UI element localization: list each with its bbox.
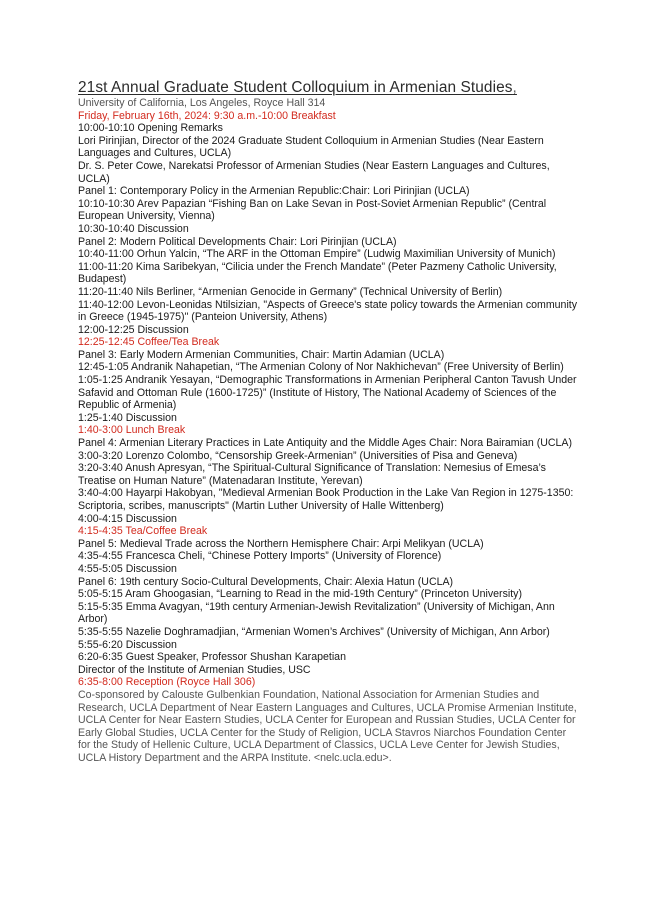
program-line: 5:35-5:55 Nazelie Doghramadjian, “Armenian Women’s Archives” (University of Michigan, Ann Arbor) [78,625,550,638]
program-highlight-line: 4:15-4:35 Tea/Coffee Break [78,525,208,538]
program-line: Panel 3: Early Modern Armenian Communities, Chair: Martin Adamian (UCLA) [78,348,445,361]
program-line: 1:05-1:25 Andranik Yesayan, “Demographic Transformations in Armenian Peripheral Canton Tavush Under Safavid and Ottoman Rule (1600-1725)” (Institute of History, The National Academy of Sciences of the Republic of Armenia) [78,374,577,412]
program-line: 5:05-5:15 Aram Ghoogasian, “Learning to Read in the mid-19th Century” (Princeton University) [78,588,522,601]
program-line: 10:40-11:00 Orhun Yalcin, “The ARF in the Ottoman Empire” (Ludwig Maximilian University of Munich) [78,248,556,261]
program-highlight-line: 12:25-12:45 Coffee/Tea Break [78,336,220,349]
program-highlight-line: Friday, February 16th, 2024: 9:30 a.m.-10:00 Breakfast [78,109,336,122]
program-line: Panel 6: 19th century Socio-Cultural Developments, Chair: Alexia Hatun (UCLA) [78,575,454,588]
program-line: Lori Pirinjian, Director of the 2024 Graduate Student Colloquium in Armenian Studies (Near Eastern Languages and Cultures, UCLA) [78,134,544,160]
document-page [78,79,578,764]
program-line: 11:40-12:00 Levon-Leonidas Ntilsizian, "Aspects of Greece's state policy towards the Armenian community in Greece (1945-1975)" (Panteion University, Athens) [78,298,578,324]
program-highlight-line: 6:35-8:00 Reception (Royce Hall 306) [78,676,256,689]
program-line: 12:00-12:25 Discussion [78,323,189,336]
document-title [78,79,578,97]
program-line: 11:20-11:40 Nils Berliner, “Armenian Genocide in Germany” (Technical University of Berlin) [78,285,503,298]
program-line: 10:30-10:40 Discussion [78,222,189,235]
program-line: 3:40-4:00 Hayarpi Hakobyan, "Medieval Armenian Book Production in the Lake Van Region in 1275-1350: Scriptoria, scribes, manuscripts" (Martin Luther University of Halle Wittenberg) [78,487,574,512]
program-line: 10:00-10:10 Opening Remarks [78,122,223,135]
program-list [78,110,578,689]
program-line: Dr. S. Peter Cowe, Narekatsi Professor of Armenian Studies (Near Eastern Languages and Cultures, UCLA) [78,159,550,185]
program-line: 5:55-6:20 Discussion [78,638,177,651]
program-line: 12:45-1:05 Andranik Nahapetian, “The Armenian Colony of Nor Nakhichevan” (Free University of Berlin) [78,361,564,374]
program-line: 4:55-5:05 Discussion [78,562,177,575]
program-line: 11:00-11:20 Kima Saribekyan, “Cilicia under the French Mandate” (Peter Pazmeny Catholic University, Budapest) [78,260,557,286]
program-line: 4:00-4:15 Discussion [78,512,177,525]
program-line: Panel 2: Modern Political Developments Chair: Lori Pirinjian (UCLA) [78,235,397,248]
program-line: Director of the Institute of Armenian Studies, USC [78,663,311,676]
program-line: 10:10-10:30 Arev Papazian “Fishing Ban on Lake Sevan in Post-Soviet Armenian Republic” (Central European University, Vienna) [78,197,547,223]
sponsors-paragraph: Co-sponsored by Calouste Gulbenkian Foundation, National Association for Armenian Studies and Research, UCLA Department of Near Eastern Languages and Cultures, UCLA Promise Armenian Institute, UCLA Center for Near Eastern Studies, UCLA Center for European and Russian Studies, UCLA Center for Early Global Studies, UCLA Center for the Study of Religion, UCLA Stavros Niarchos Foundation Center for the Study of Hellenic Culture, UCLA Department of Classics, UCLA Leve Center for Jewish Studies, UCLA History Department and the ARPA Institute. <nelc.ucla.edu>. [78,688,577,764]
program-line: 5:15-5:35 Emma Avagyan, “19th century Armenian-Jewish Revitalization” (University of Michigan, Ann Arbor) [78,600,555,626]
program-highlight-line: 1:40-3:00 Lunch Break [78,424,186,437]
program-line: 3:20-3:40 Anush Apresyan, “The Spiritual-Cultural Significance of Translation: Nemesius of Emesa’s Treatise on Human Nature” (Matenadaran Institute, Yerevan) [78,462,546,487]
program-line: Panel 4: Armenian Literary Practices in Late Antiquity and the Middle Ages Chair: Nora Bairamian (UCLA) [78,437,573,450]
title-suffix: , [512,79,517,96]
program-line: 6:20-6:35 Guest Speaker, Professor Shushan Karapetian [78,651,346,664]
program-line: 3:00-3:20 Lorenzo Colombo, “Censorship Greek-Armenian” (Universities of Pisa and Geneva) [78,449,518,462]
program-line: Panel 5: Medieval Trade across the Northern Hemisphere Chair: Arpi Melikyan (UCLA) [78,537,484,550]
title-text: 21st Annual Graduate Student Colloquium in Armenian Studies [78,79,513,96]
program-line: 4:35-4:55 Francesca Cheli, “Chinese Pottery Imports” (University of Florence) [78,550,442,563]
venue-line: University of California, Los Angeles, Royce Hall 314 [78,97,326,109]
program-line: Panel 1: Contemporary Policy in the Armenian Republic:Chair: Lori Pirinjian (UCLA) [78,185,470,198]
program-line: 1:25-1:40 Discussion [78,411,177,424]
